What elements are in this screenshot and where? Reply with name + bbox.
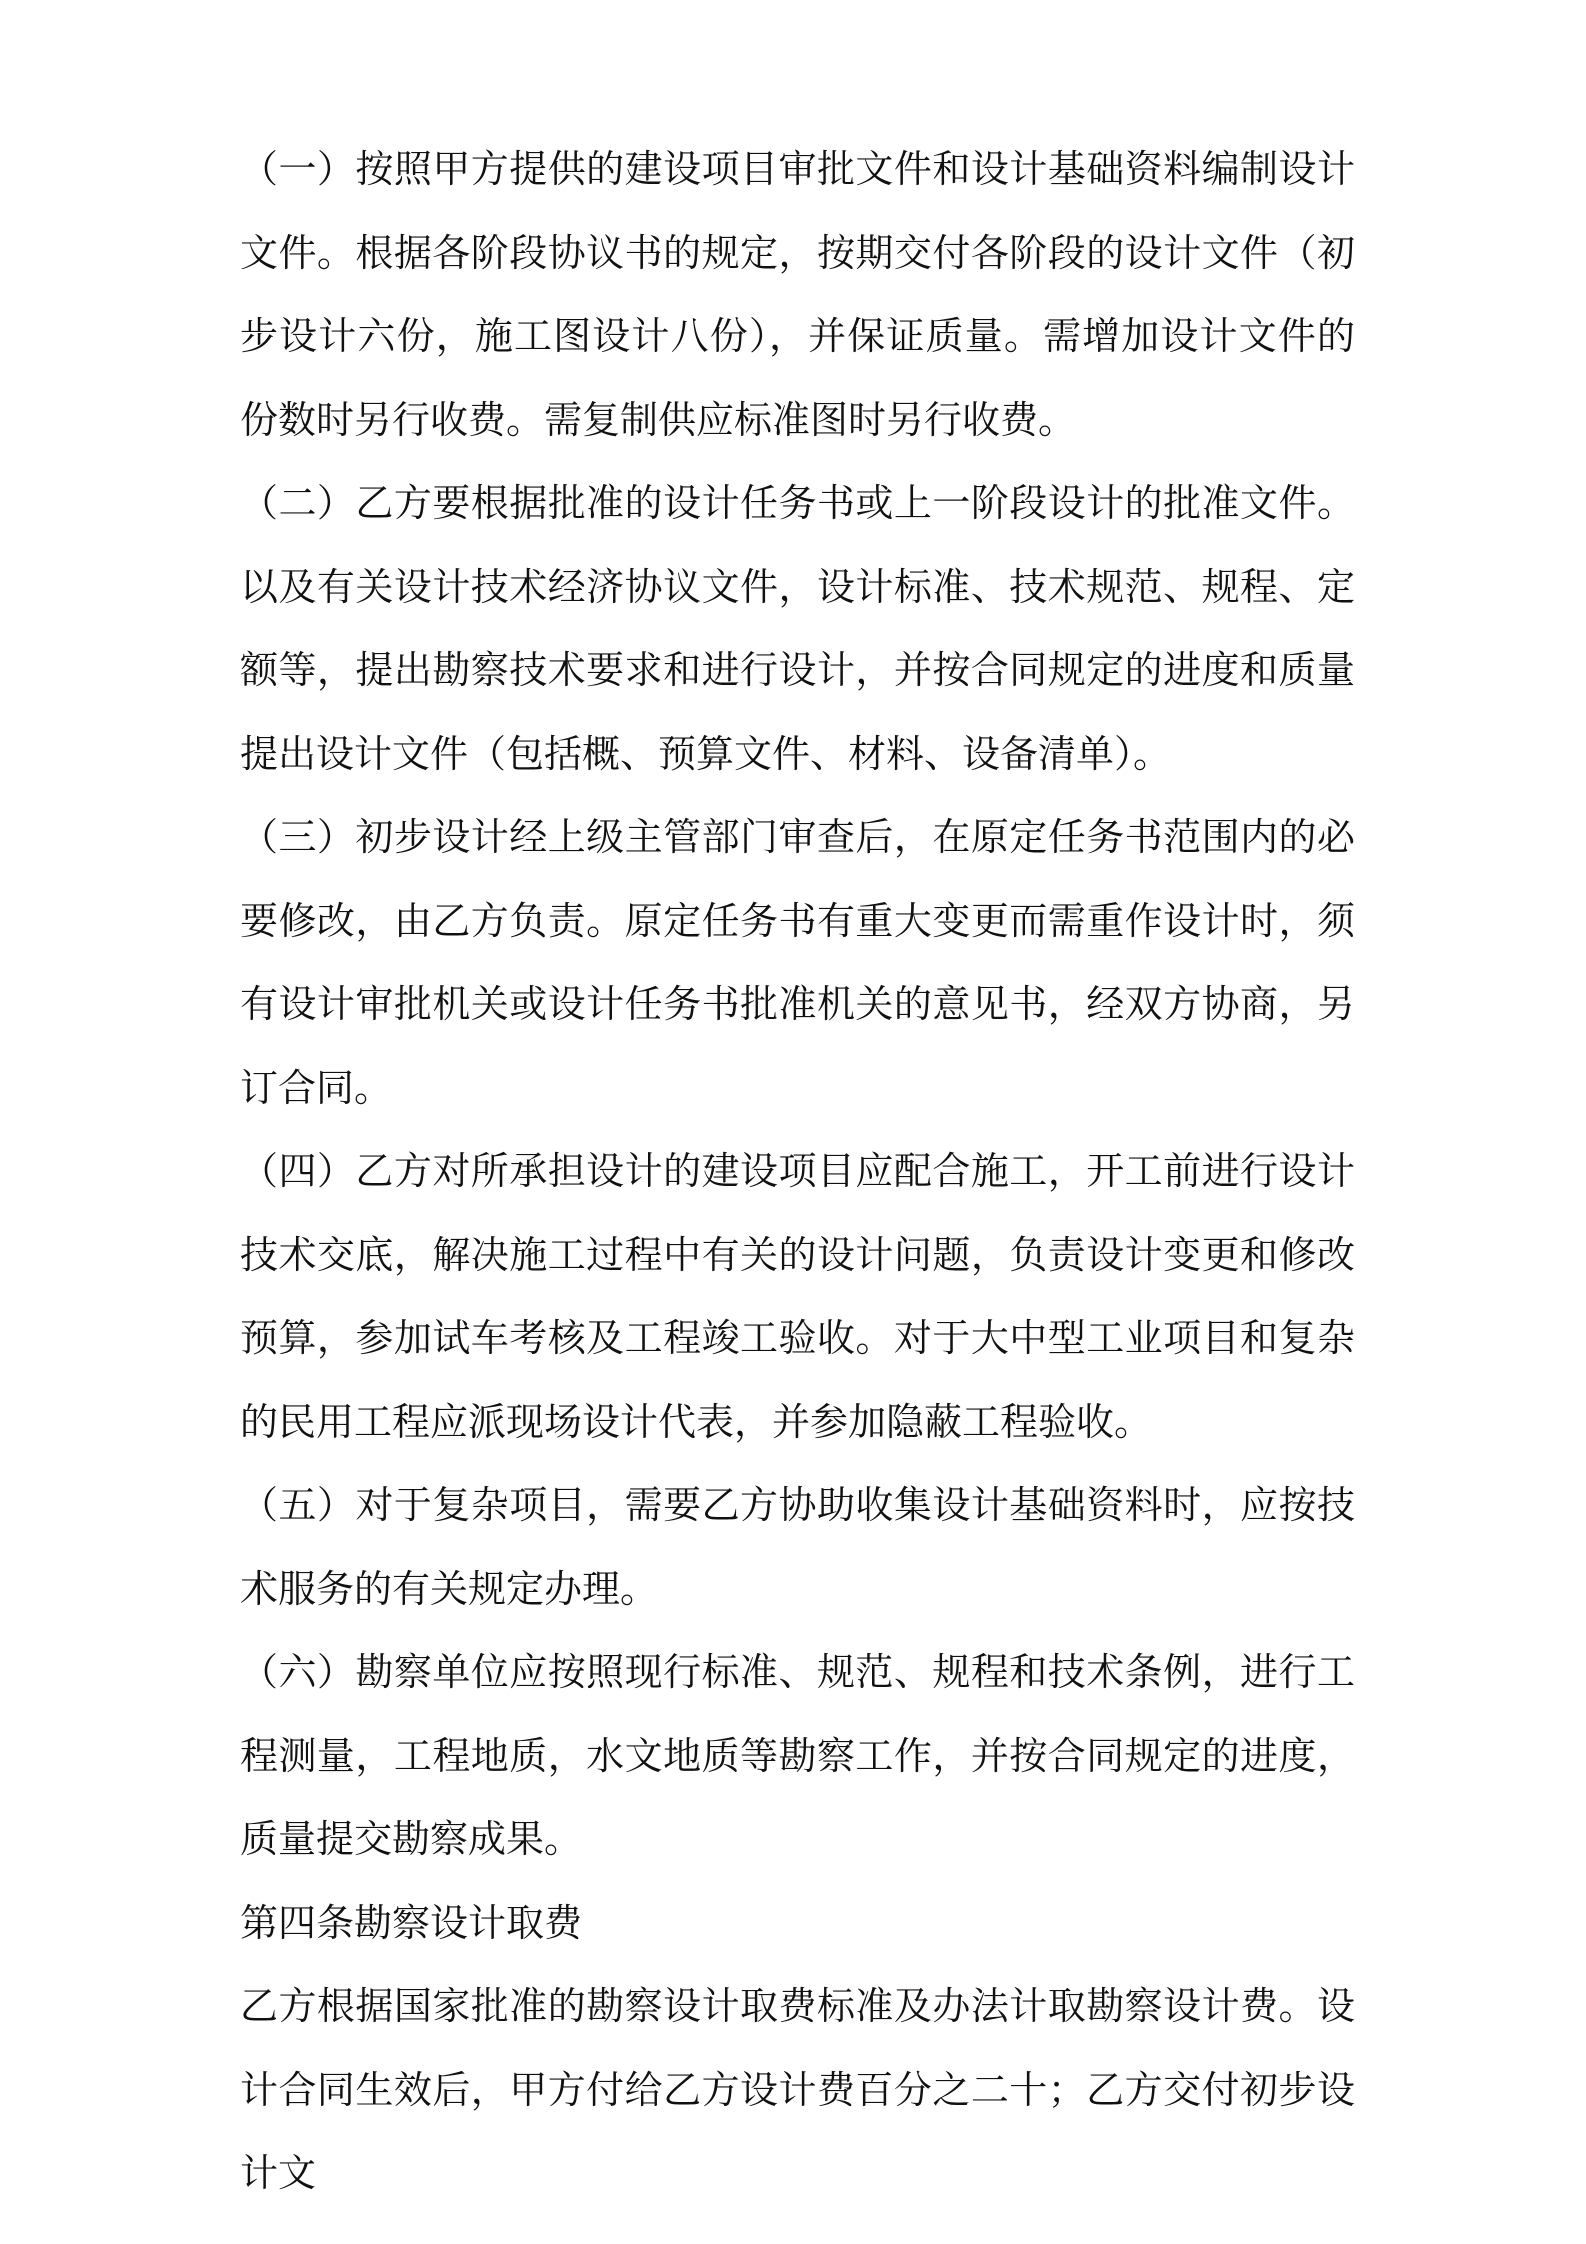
clause-3-paragraph: （三）初步设计经上级主管部门审查后，在原定任务书范围内的必要修改，由乙方负责。原定任务书有重大变更而需重作设计时，须有设计审批机关或设计任务书批准机关的意见书，经双方协商，另订合同。 xyxy=(240,815,1355,1110)
section-heading: 第四条勘察设计取费 xyxy=(240,1900,583,1945)
clause-5-paragraph: （五）对于复杂项目，需要乙方协助收集设计基础资料时，应按技术服务的有关规定办理。 xyxy=(240,1483,1355,1611)
clause-2-paragraph: （二）乙方要根据批准的设计任务书或上一阶段设计的批准文件。以及有关设计技术经济协议文件，设计标准、技术规范、规程、定额等，提出勘察技术要求和进行设计，并按合同规定的进度和质量提出设计文件（包括概、预算文件、材料、设备清单）。 xyxy=(240,481,1355,776)
clause-6-paragraph: （六）勘察单位应按照现行标准、规范、规程和技术条例，进行工程测量，工程地质，水文地质等勘察工作，并按合同规定的进度，质量提交勘察成果。 xyxy=(240,1650,1355,1861)
clause-1-paragraph: （一）按照甲方提供的建设项目审批文件和设计基础资料编制设计文件。根据各阶段协议书的规定，按期交付各阶段的设计文件（初步设计六份，施工图设计八份），并保证质量。需增加设计文件的份数时另行收费。需复制供应标准图时另行收费。 xyxy=(240,147,1355,442)
fee-paragraph: 乙方根据国家批准的勘察设计取费标准及办法计取勘察设计费。设计合同生效后，甲方付给乙方设计费百分之二十；乙方交付初步设计文 xyxy=(240,1984,1355,2195)
document-page xyxy=(240,128,1355,2216)
clause-4-paragraph: （四）乙方对所承担设计的建设项目应配合施工，开工前进行设计技术交底，解决施工过程中有关的设计问题，负责设计变更和修改预算，参加试车考核及工程竣工验收。对于大中型工业项目和复杂的民用工程应派现场设计代表，并参加隐蔽工程验收。 xyxy=(240,1149,1355,1444)
